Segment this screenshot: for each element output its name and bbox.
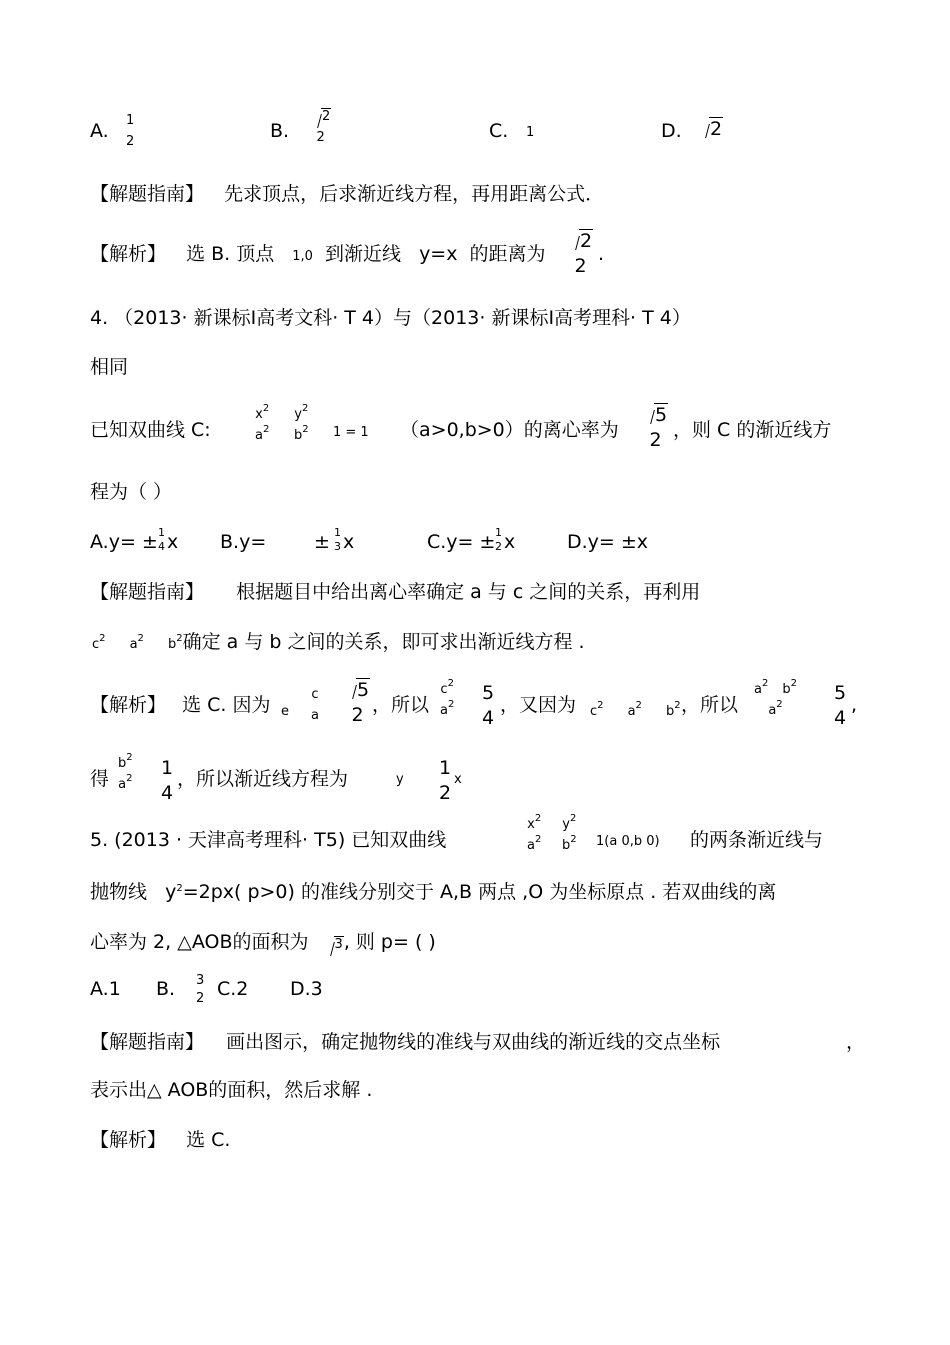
solution-text-2: 到渐近线 [325,243,402,265]
numerator: 1 [495,526,502,539]
q4-so: ，所以 [372,694,430,716]
denominator: a [311,708,319,723]
q3-option-c-value: 1 [526,125,535,140]
q4-comma: , [851,694,858,716]
a-var: a [527,838,535,853]
vertex-point: 1,0 [292,249,313,264]
q4-heading-cont: 相同 [90,356,129,378]
q3-option-d-value: 2 [698,120,723,139]
q5-option-b-fraction [196,974,204,1005]
q4-a2b2-over-a2 [754,678,797,718]
sqrt-radicand: 2 [568,232,593,251]
q4-option-b-x: x [343,531,355,553]
exp: 2 [176,633,183,644]
q4-option-b-pm: ± [314,531,330,553]
exp: 2 [635,700,642,711]
q4-five-fourths [482,684,494,728]
hint-text-2: 确定 a 与 b 之间的关系，即可求出渐近线方程 . [182,631,585,653]
q4-stem-a: 已知双曲线 C: [90,419,211,441]
q4-x2-over-a2 [255,403,270,443]
denominator: 2 [649,429,662,451]
q3-option-b-fraction [310,110,331,144]
q4-final-a: 得 [90,768,110,790]
c-var: c [92,637,100,652]
numerator: 1 [126,113,135,128]
q4-stem-c: 程为（ ） [90,481,173,503]
q3-option-d-label: D. [661,120,682,142]
q4-final-text: ，所以渐近线方程为 [177,768,349,790]
hint-tag: 【解题指南】 [90,1031,205,1053]
numerator: 1 [334,526,341,539]
asymptote-eq: y=x [419,243,458,265]
x-var: x [527,817,535,832]
exp: 2 [790,678,797,689]
solution-tag: 【解析】 [90,243,167,265]
exp: 2 [447,699,455,710]
a-var: a [627,704,636,719]
q3-period: . [598,243,605,265]
denominator: 2 [439,782,452,804]
exp: 2 [761,678,769,689]
q4-c-over-a [311,688,319,722]
q5-line2 [90,883,776,902]
exp: 2 [302,424,309,435]
solution-text: 选 C. 因为 [182,694,271,716]
denominator: 4 [482,707,495,729]
q4-y2-over-b2 [294,403,309,443]
denominator: 2 [495,540,502,553]
q3-hint [90,185,604,204]
b-var: b [665,704,675,719]
exp: 2 [597,700,604,711]
solution-tag: 【解析】 [90,1129,167,1151]
q4-option-c-x: x [504,531,516,553]
numerator: 5 [482,682,495,704]
hint-text: 画出图示，确定抛物线的准线与双曲线的渐近线的交点坐标 [226,1031,721,1053]
denominator: 2 [126,134,135,149]
q4-c2-over-a2 [440,678,455,718]
q4-option-a-x: x [167,531,179,553]
sqrt-radicand: 5 [643,406,668,425]
q4-also: ，又因为 [500,694,577,716]
q4-solution [90,696,270,715]
numerator: c [311,687,319,702]
hint-tag: 【解题指南】 [90,183,205,205]
q4-option-b: B.y= [220,531,267,553]
exp: 2 [776,699,783,710]
q4-e-var: e [281,704,289,719]
q3-option-b-label: B. [270,120,290,142]
q4-option-a-fraction [158,527,165,552]
text-2: =2px( p>0) 的准线分别交于 A,B 两点 ,O 为坐标原点 . 若双曲线的离 [182,881,777,903]
q4-stem-b: ，则 C 的渐近线方 [673,419,832,441]
q4-so2: ，所以 [681,694,739,716]
q3-option-c-label: C. [489,120,509,142]
q4-c2-a2-b2 [590,700,681,719]
exp: 2 [126,773,133,784]
b-var: b [782,682,791,697]
q4-hint-line2 [92,633,585,652]
q4-final-x: x [454,772,462,787]
c-var: c [590,704,598,719]
q5-hint-comma: ， [846,1031,866,1053]
numerator: 1 [158,526,165,539]
denominator: 4 [158,540,165,553]
q3-option-a-label: A. [90,120,109,142]
q4-one-half [439,759,451,803]
solution-text: 选 C. [186,1129,231,1151]
q3-solution [90,245,546,264]
solution-text: 选 B. 顶点 [186,243,275,265]
numerator: 3 [196,973,205,988]
c-var: c [440,682,448,697]
q4-final-y: y [396,772,404,787]
q5-option-d: D.3 [290,978,323,1000]
b-var: b [167,637,177,652]
q5-option-c: C.2 [217,978,249,1000]
q4-root5-over-2 [345,681,370,725]
q5-hint-line2: 表示出△ AOB的面积，然后求解 . [90,1079,373,1101]
exp: 2 [176,883,183,894]
y-var: y [562,817,570,832]
b-var: b [294,428,303,443]
b-var: b [562,838,571,853]
q5-heading-b: 的两条渐近线与 [690,829,824,851]
b-var: b [118,756,127,771]
q4-option-b-fraction [334,527,341,552]
exp: 2 [569,813,577,824]
x-var: x [255,407,263,422]
denominator: 2 [196,991,205,1006]
a-var: a [768,703,777,718]
exp: 2 [534,813,542,824]
exp: 2 [126,752,133,763]
q4-equals-one: 1 = 1 [333,425,369,440]
sqrt-radicand: 2 [310,110,331,123]
exp: 2 [447,678,454,689]
text: 心率为 2, △AOB的面积为 [90,931,309,953]
numerator: 1 [161,757,174,779]
q4-heading: 4. （2013· 新课标Ⅰ高考文科· T 4）与（2013· 新课标Ⅰ高考理科· T 4） [90,307,691,329]
solution-text-3: 的距离为 [469,243,546,265]
hint-tag: 【解题指南】 [90,581,205,603]
denominator: 2 [351,704,364,726]
y-var: y [165,881,177,903]
numerator: 1 [439,757,452,779]
sqrt-3: 3 [323,938,344,951]
q4-option-d: D.y= ±x [567,531,649,553]
denominator: 4 [161,782,174,804]
exp: 2 [674,700,681,711]
q4-option-c-fraction [495,527,502,552]
numerator: 5 [834,682,847,704]
exp: 2 [570,834,577,845]
q3-distance-fraction [568,232,593,276]
q5-line3 [90,933,436,952]
a-var: a [440,703,448,718]
q4-eccentricity-fraction [643,406,668,450]
q5-x2-over-a2 [527,813,542,853]
denominator: 2 [574,255,587,277]
q4-one-fourth [161,759,173,803]
hint-text: 根据题目中给出离心率确定 a 与 c 之间的关系，再利用 [236,581,701,603]
exp: 2 [262,403,270,414]
text: 抛物线 [90,881,148,903]
q5-option-b: B. [156,978,176,1000]
text-2: , 则 p= ( ) [343,931,436,953]
a-var: a [255,428,263,443]
q5-condition: 1(a 0,b 0) [596,834,660,849]
q4-hint [90,583,700,602]
hint-text: 先求顶点，后求渐近线方程，再用距离公式． [224,183,605,205]
q3-option-a-fraction [126,114,134,148]
q5-option-a: A.1 [90,978,121,1000]
a-var: a [754,682,762,697]
a-var: a [129,637,138,652]
q5-solution [90,1131,230,1150]
exp: 2 [301,403,309,414]
q4-option-c: C.y= ± [427,531,496,553]
y-var: y [294,407,302,422]
q5-heading: 5. (2013 · 天津高考理科· T5) 已知双曲线 [90,829,447,851]
exp: 2 [137,633,144,644]
q4-b2-over-a2 [118,752,133,792]
q4-five-fourths-2 [834,684,846,728]
denominator: 4 [834,707,847,729]
solution-tag: 【解析】 [90,694,167,716]
q4-option-a: A.y= ± [90,531,158,553]
q4-condition: （a>0,b>0）的离心率为 [400,419,619,441]
denominator: 3 [334,540,341,553]
sqrt-radicand: 5 [345,681,370,700]
exp: 2 [534,834,542,845]
q5-hint [90,1033,720,1052]
q5-y2-over-b2 [562,813,577,853]
exp: 2 [262,424,270,435]
denominator: 2 [316,130,325,145]
exp: 2 [99,633,106,644]
a-var: a [118,777,127,792]
